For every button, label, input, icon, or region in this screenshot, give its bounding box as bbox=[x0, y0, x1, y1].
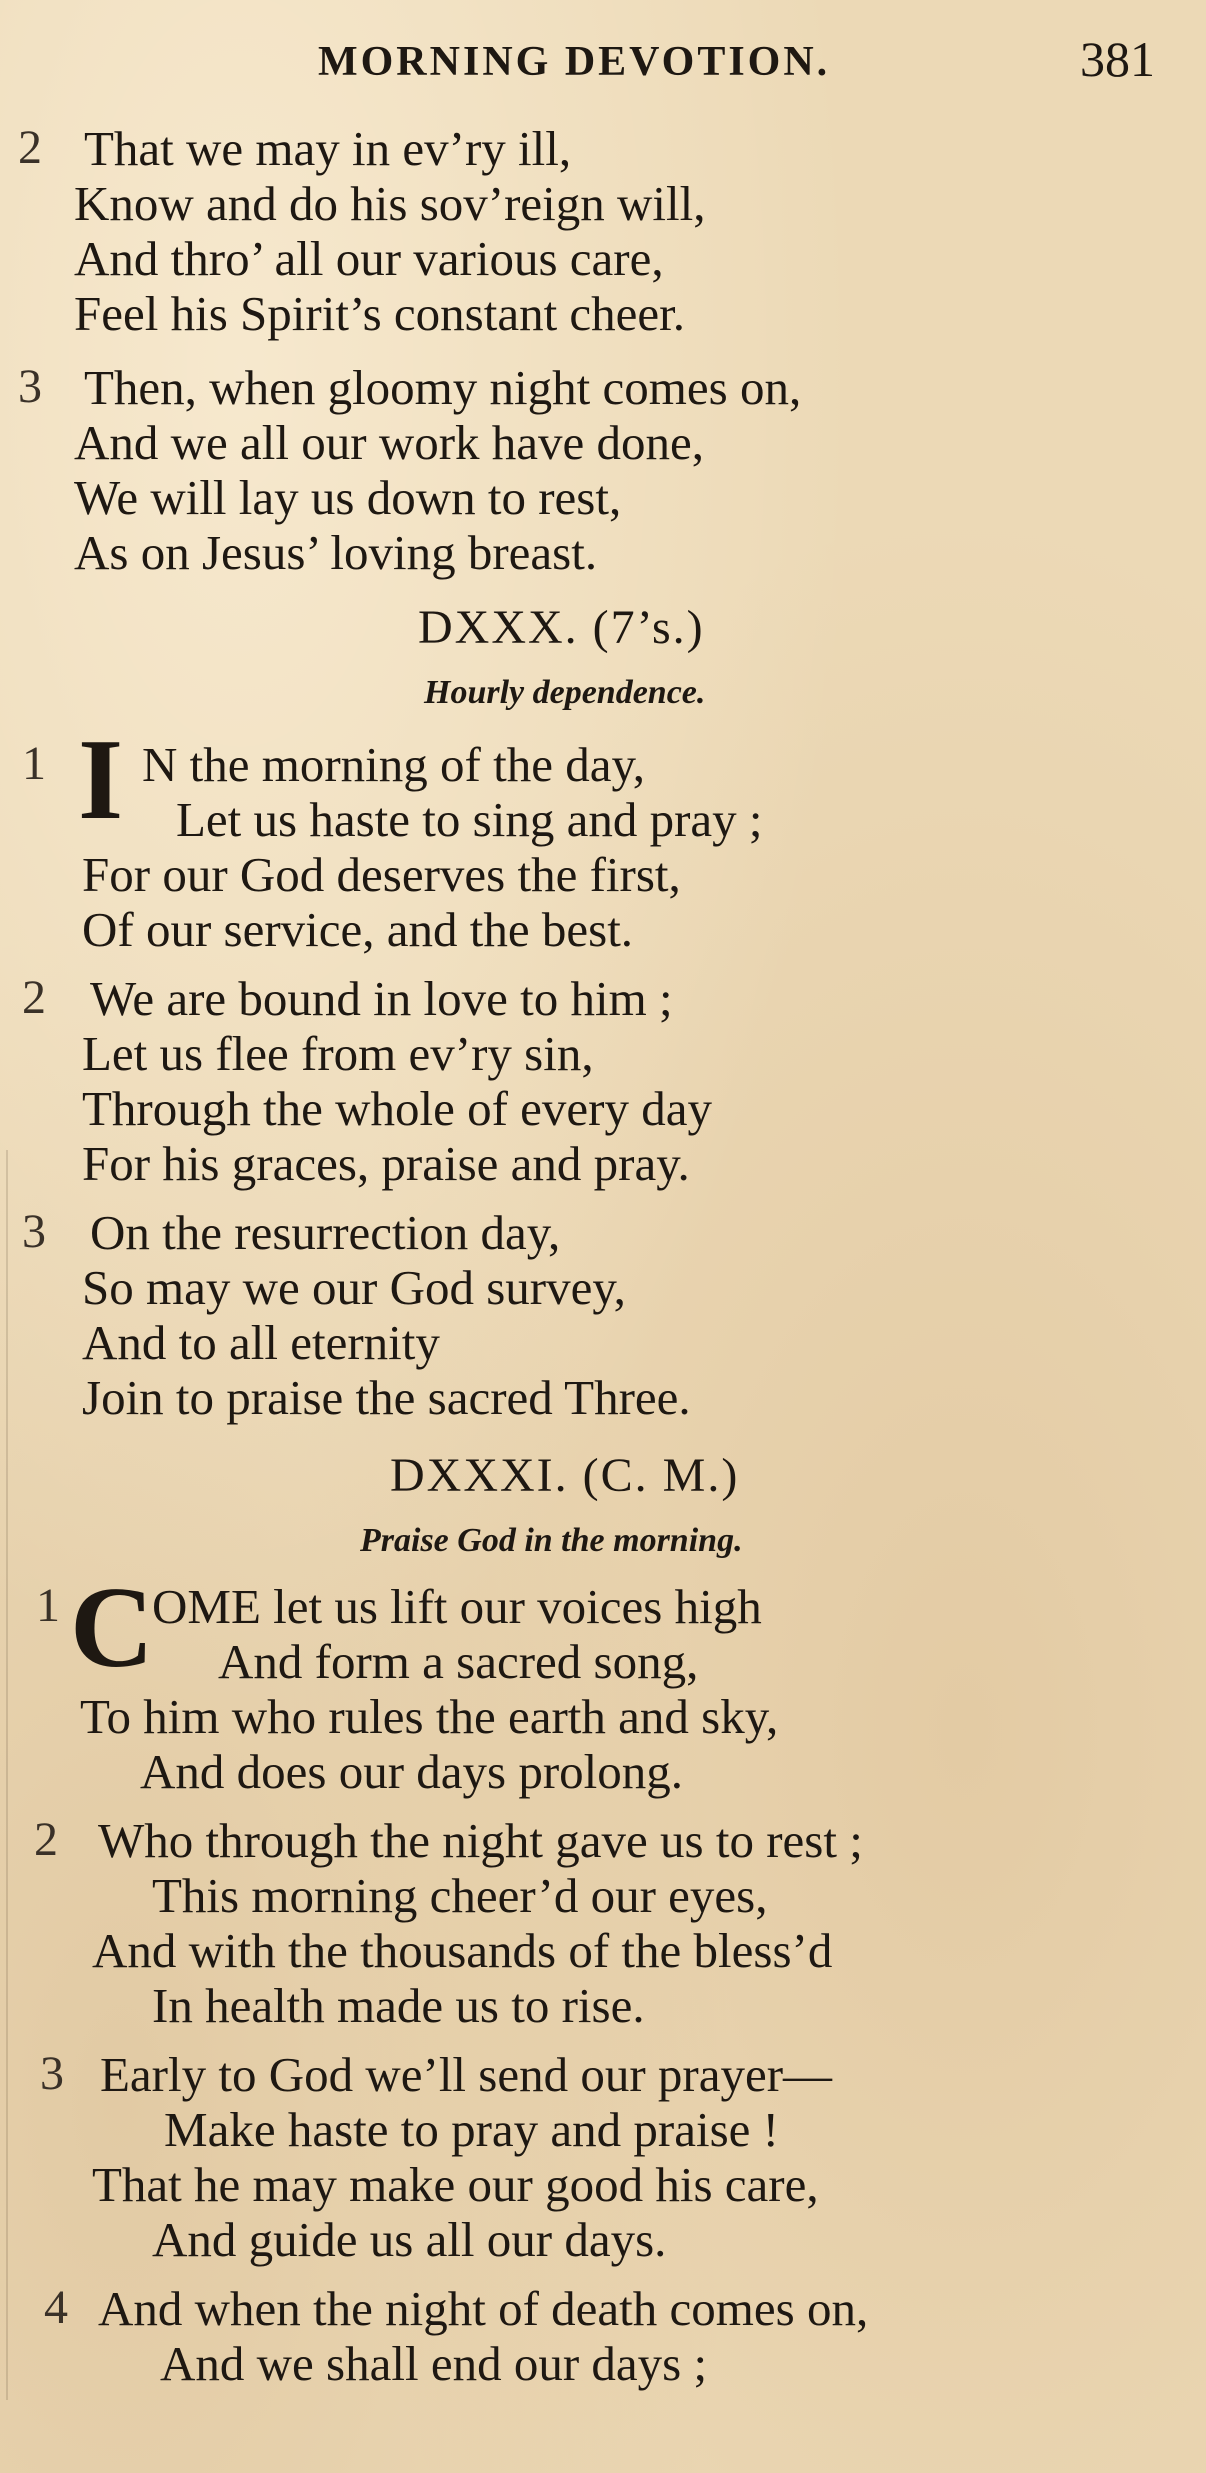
page-edge-shadow bbox=[6, 1150, 8, 2400]
verse-line: In health made us to rise. bbox=[152, 1978, 645, 2033]
stanza-number: 3 bbox=[22, 1205, 46, 1258]
stanza-number: 4 bbox=[44, 2281, 68, 2334]
hymn-subtitle: Hourly dependence. bbox=[424, 674, 706, 711]
verse-line: To him who rules the earth and sky, bbox=[80, 1689, 779, 1744]
verse-line: As on Jesus’ loving breast. bbox=[74, 525, 598, 580]
page-header bbox=[0, 30, 1206, 90]
verse-line: Who through the night gave us to rest ; bbox=[98, 1813, 863, 1868]
verse-line: And to all eternity bbox=[82, 1315, 440, 1370]
running-head: MORNING DEVOTION. bbox=[318, 39, 831, 85]
verse-line: And when the night of death comes on, bbox=[98, 2281, 869, 2336]
hymn-subtitle: Praise God in the morning. bbox=[360, 1522, 743, 1559]
hymn-title: DXXXI. (C. M.) bbox=[390, 1449, 740, 1502]
verse-line: Feel his Spirit’s constant cheer. bbox=[74, 286, 686, 341]
stanza-number: 3 bbox=[18, 360, 42, 413]
verse-line: And we all our work have done, bbox=[74, 415, 705, 470]
stanza-number: 2 bbox=[34, 1813, 58, 1866]
verse-line: We are bound in love to him ; bbox=[90, 971, 673, 1026]
verse-line: And with the thousands of the bless’d bbox=[92, 1923, 833, 1978]
verse-line: N the morning of the day, bbox=[142, 737, 646, 792]
verse-line: Join to praise the sacred Three. bbox=[82, 1370, 691, 1425]
page-number: 381 bbox=[1080, 31, 1155, 87]
verse-line: Let us flee from ev’ry sin, bbox=[82, 1026, 594, 1081]
verse-line: And form a sacred song, bbox=[218, 1634, 699, 1689]
stanza-number: 2 bbox=[22, 971, 46, 1024]
verse-line: Know and do his sov’reign will, bbox=[74, 176, 706, 231]
verse-line: We will lay us down to rest, bbox=[74, 470, 622, 525]
verse-line: Early to God we’ll send our prayer— bbox=[100, 2047, 833, 2102]
verse-line: That he may make our good his care, bbox=[92, 2157, 819, 2212]
verse-line: OME let us lift our voices high bbox=[152, 1579, 762, 1634]
stanza-number: 2 bbox=[18, 121, 42, 174]
verse-line: Make haste to pray and praise ! bbox=[164, 2102, 779, 2157]
stanza-number: 1 bbox=[36, 1579, 60, 1632]
drop-cap: C bbox=[70, 1564, 154, 1692]
stanza-number: 1 bbox=[22, 737, 46, 790]
verse-line: For his graces, praise and pray. bbox=[82, 1136, 690, 1191]
verse-line: This morning cheer’d our eyes, bbox=[152, 1868, 768, 1923]
verse-line: And thro’ all our various care, bbox=[74, 231, 664, 286]
verse-line: And we shall end our days ; bbox=[160, 2336, 708, 2391]
verse-line: So may we our God survey, bbox=[82, 1260, 626, 1315]
verse-line: For our God deserves the first, bbox=[82, 847, 681, 902]
verse-line: Let us haste to sing and pray ; bbox=[176, 792, 763, 847]
hymn-title: DXXX. (7’s.) bbox=[418, 601, 705, 654]
verse-line: Then, when gloomy night comes on, bbox=[84, 360, 802, 415]
verse-line: Through the whole of every day bbox=[82, 1081, 712, 1136]
stanza-number: 3 bbox=[40, 2047, 64, 2100]
verse-line: And does our days prolong. bbox=[140, 1744, 684, 1799]
verse-line: That we may in ev’ry ill, bbox=[84, 121, 572, 176]
verse-line: And guide us all our days. bbox=[152, 2212, 667, 2267]
verse-line: On the resurrection day, bbox=[90, 1205, 561, 1260]
drop-cap: I bbox=[78, 716, 124, 844]
verse-line: Of our service, and the best. bbox=[82, 902, 634, 957]
